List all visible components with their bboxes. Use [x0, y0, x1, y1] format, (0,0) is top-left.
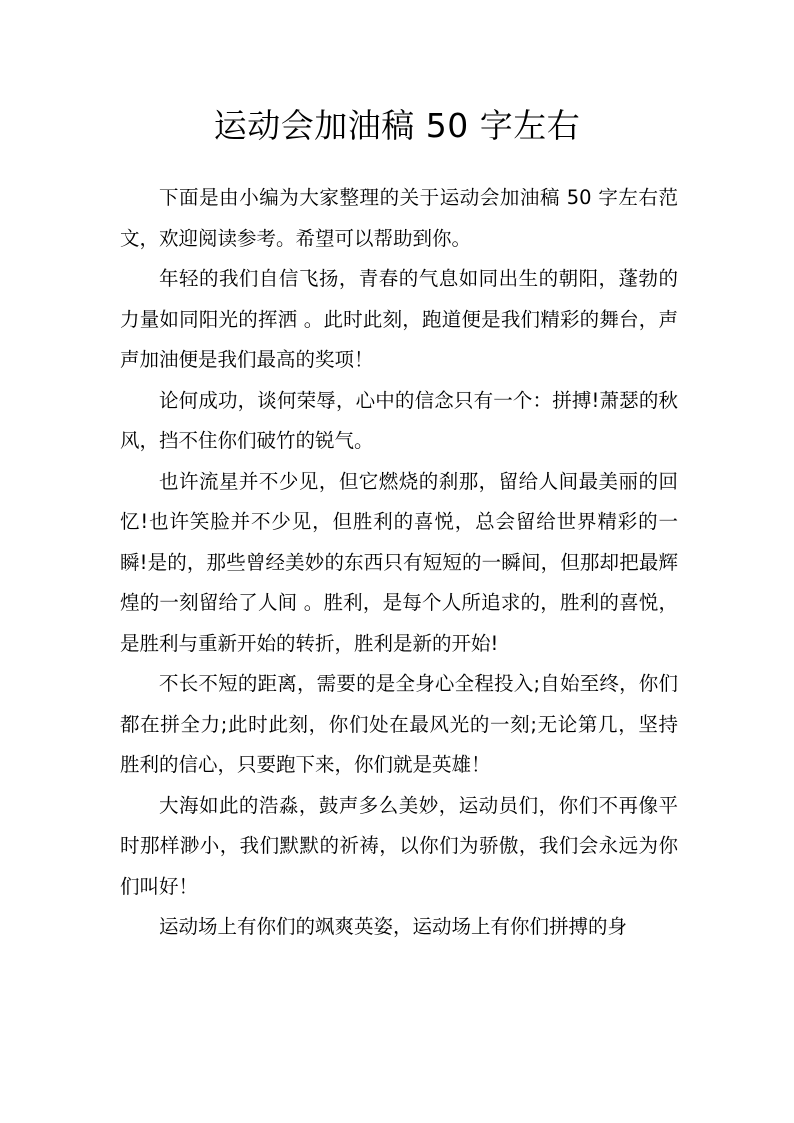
paragraph-ocean: 大海如此的浩淼，鼓声多么美妙，运动员们，你们不再像平时那样渺小，我们默默的祈祷，以你们为骄傲，我们会永远为你们叫好！ [120, 793, 678, 898]
document-title: 运动会加油稿 50 字左右 [213, 106, 581, 145]
paragraph-intro: 下面是由小编为大家整理的关于运动会加油稿 50 字左右范文，欢迎阅读参考。希望可以帮助到你。 [120, 186, 678, 250]
paragraph-youth: 年轻的我们自信飞扬，青春的气息如同出生的朝阳，蓬勃的力量如同阳光的挥洒 。此时此刻，跑道便是我们精彩的舞台，声声加油便是我们最高的奖项！ [120, 267, 678, 371]
paragraph-success: 论何成功，谈何荣辱，心中的信念只有一个：拼搏!萧瑟的秋风，挡不住你们破竹的锐气。 [120, 388, 678, 452]
paragraph-stadium: 运动场上有你们的飒爽英姿，运动场上有你们拼搏的身 [159, 915, 628, 938]
document-body [120, 178, 678, 948]
paragraph-meteor: 也许流星并不少见，但它燃烧的刹那，留给人间最美丽的回忆!也许笑脸并不少见，但胜利的喜悦，总会留给世界精彩的一瞬!是的，那些曾经美妙的东西只有短短的一瞬间，但那却把最辉煌的一刻留给了人间 。胜利，是每个人所追求的，胜利的喜悦，是胜利与重新开始的转折，胜利是新的开始! [120, 469, 678, 655]
paragraph-distance: 不长不短的距离，需要的是全身心全程投入;自始至终，你们都在拼全力;此时此刻，你们处在最风光的一刻;无论第几，坚持胜利的信心，只要跑下来，你们就是英雄！ [120, 672, 678, 776]
